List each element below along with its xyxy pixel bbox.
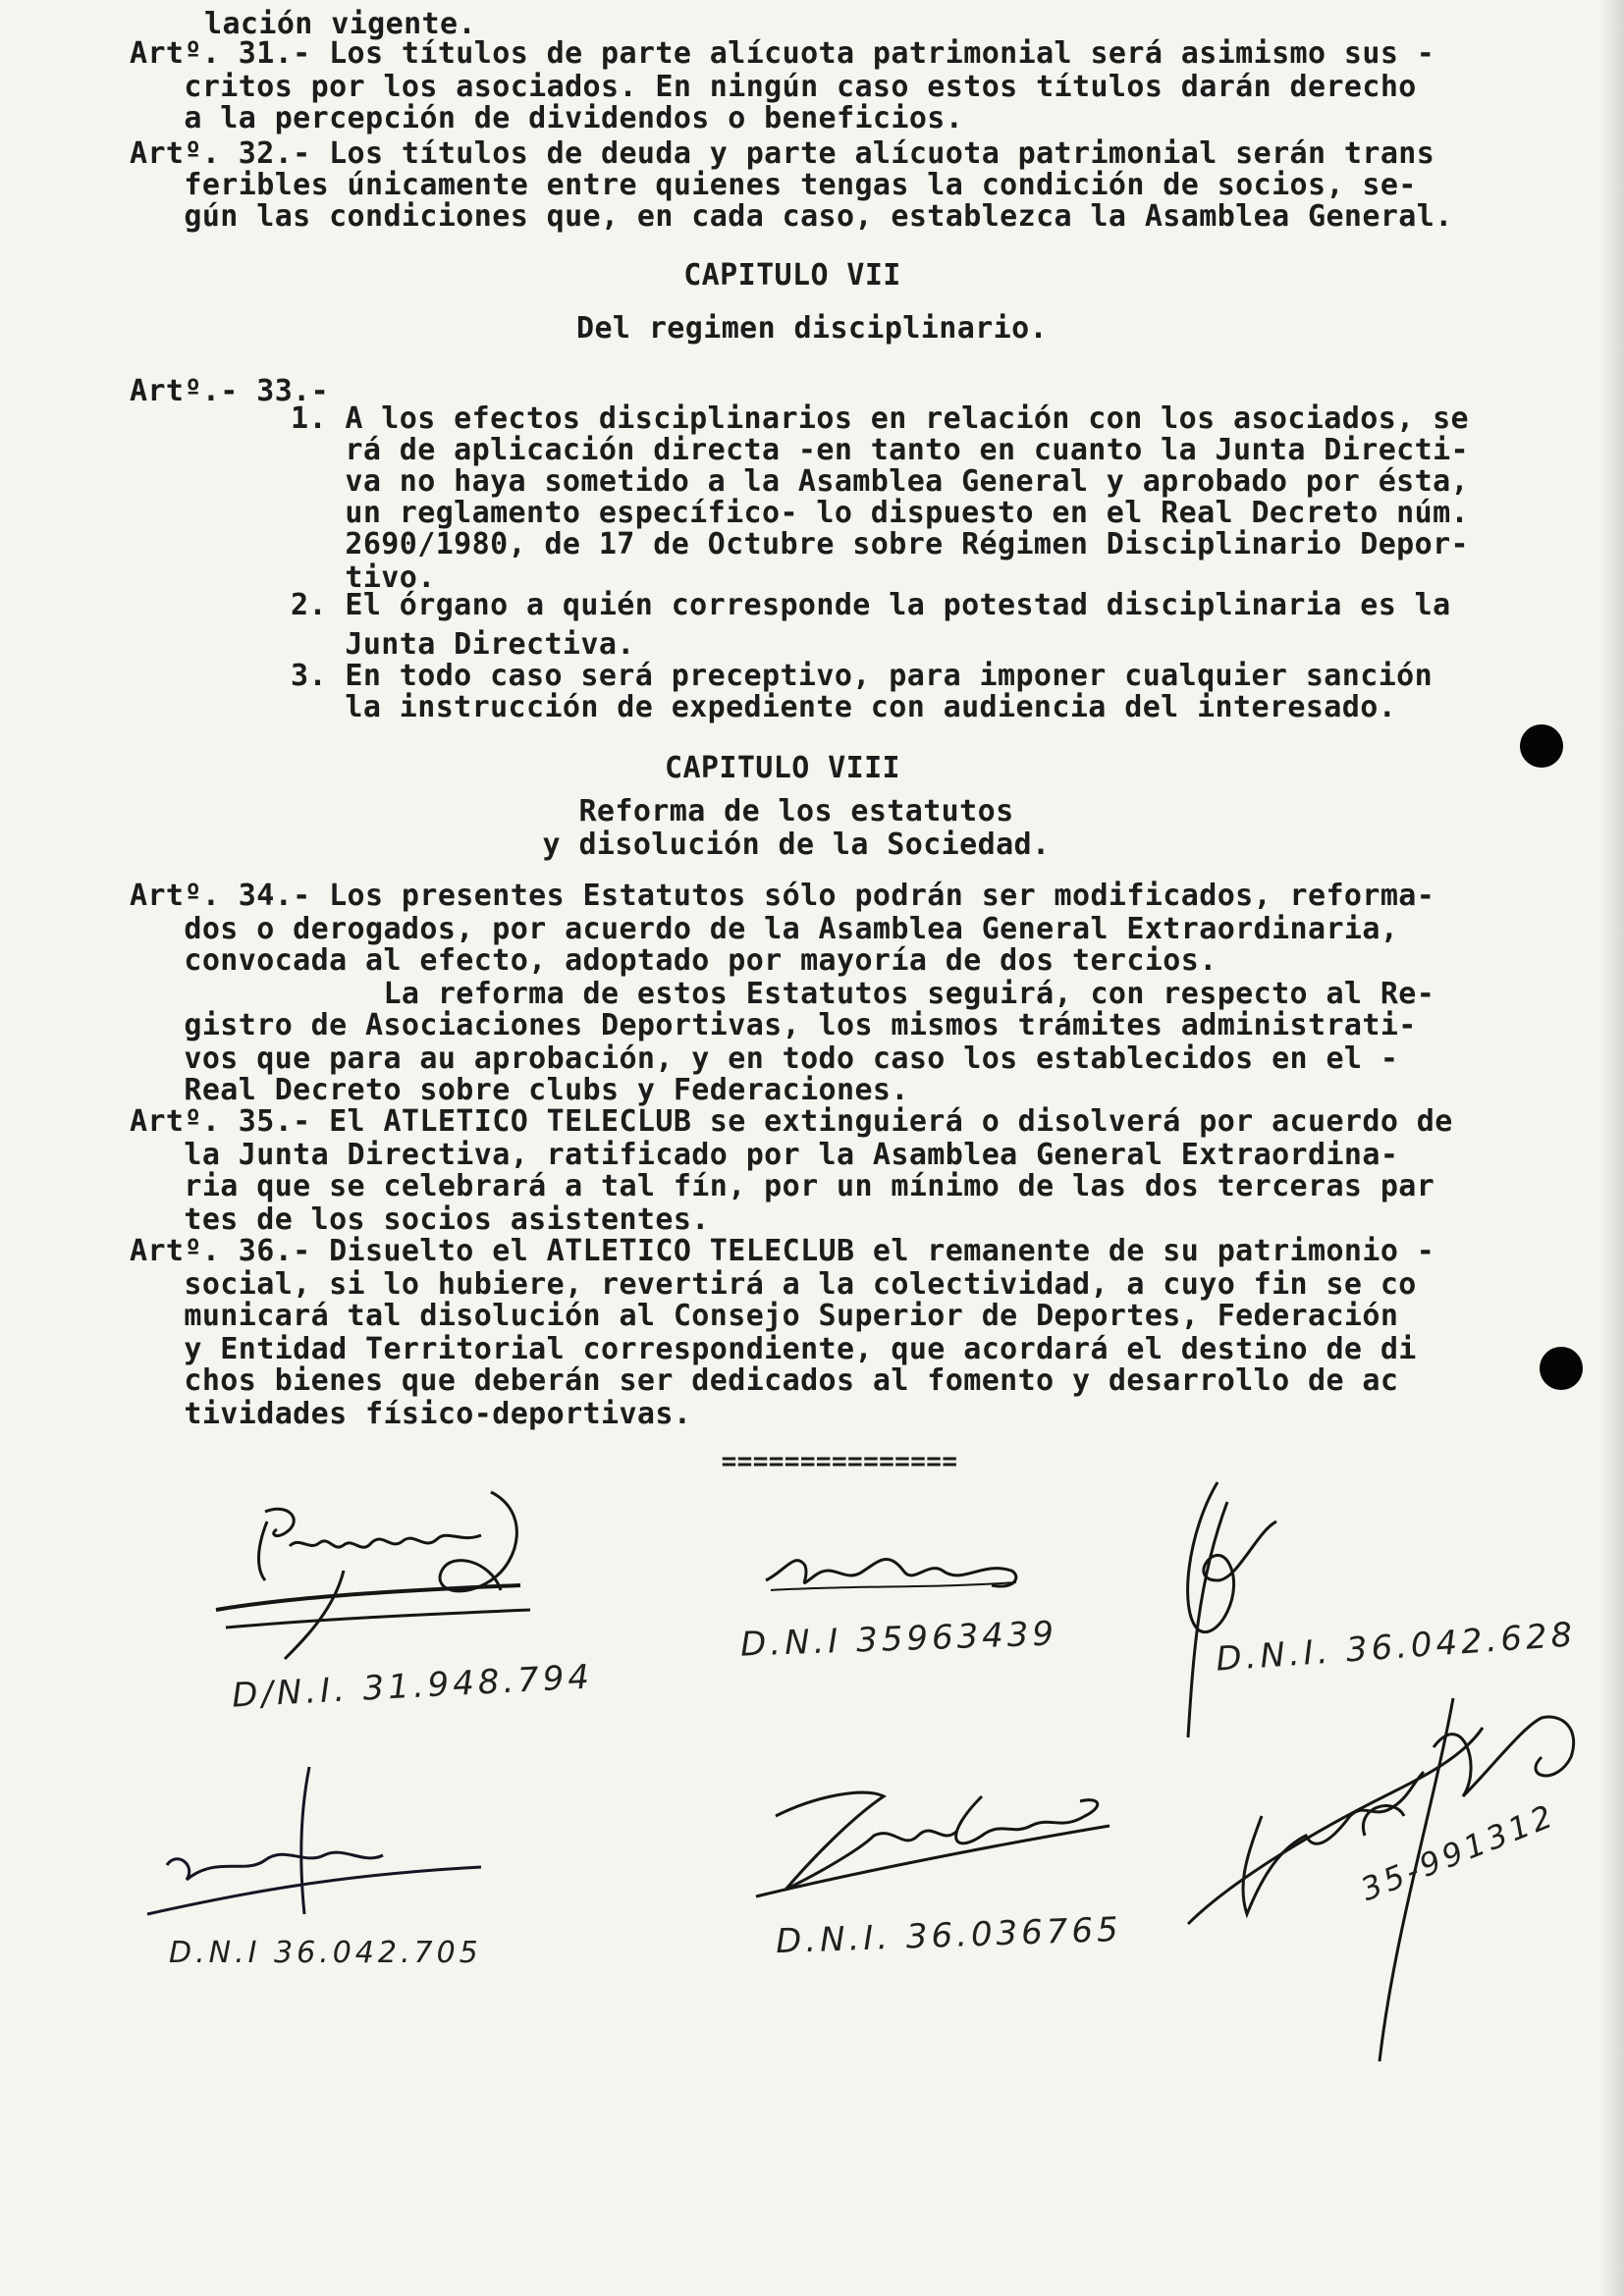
text-line: y Entidad Territorial correspondiente, que acordará el destino de di: [130, 1332, 1417, 1366]
text-line: La reforma de estos Estatutos seguirá, con respecto al Re-: [130, 977, 1435, 1011]
text-line: la Junta Directiva, ratificado por la Asamblea General Extraordina-: [130, 1138, 1399, 1172]
text-line: Real Decreto sobre clubs y Federaciones.: [130, 1073, 909, 1107]
dni-text: D.N.I 36.042.705: [169, 1936, 482, 1970]
text-line: Junta Directiva.: [291, 627, 635, 662]
text-line: 2690/1980, de 17 de Octubre sobre Régimen Disciplinario Depor-: [291, 527, 1469, 561]
text-line: tivo.: [291, 561, 436, 595]
text-line: gistro de Asociaciones Deportivas, los mismos trámites administrati-: [130, 1008, 1417, 1042]
text-line: va no haya sometido a la Asamblea General y aprobado por ésta,: [291, 464, 1469, 499]
text-line: 2. El órgano a quién corresponde la potestad disciplinaria es la: [291, 588, 1451, 622]
text-line: 1. A los efectos disciplinarios en relación con los asociados, se: [291, 401, 1469, 436]
text-line: un reglamento específico- lo dispuesto en el Real Decreto núm.: [291, 496, 1469, 530]
signature-jose: [756, 1531, 1031, 1610]
punch-hole: [1540, 1347, 1583, 1390]
text-line: Artº. 34.- Los presentes Estatutos sólo podrán ser modificados, reforma-: [130, 879, 1435, 913]
separator: ===============: [721, 1447, 958, 1476]
chapter-title: CAPITULO VIII: [665, 751, 900, 785]
text-line: chos bienes que deberán ser dedicados al fomento y desarrollo de ac: [130, 1363, 1399, 1398]
chapter-subtitle: y disolución de la Sociedad.: [542, 828, 1051, 862]
text-line: critos por los asociados. En ningún caso estos títulos darán derecho: [130, 70, 1417, 104]
dni-text: D.N.I. 36.042.628: [1215, 1615, 1578, 1680]
text-line: ria que se celebrará a tal fín, por un mínimo de las dos terceras par: [130, 1169, 1435, 1203]
dni-text: 35-991312: [1355, 1795, 1561, 1909]
text-line: vos que para au aprobación, y en todo caso los establecidos en el -: [130, 1041, 1399, 1076]
text-line: municará tal disolución al Consejo Superior de Deportes, Federación: [130, 1299, 1399, 1333]
text-line: dos o derogados, por acuerdo de la Asamblea General Extraordinaria,: [130, 912, 1399, 946]
text-line: tes de los socios asistentes.: [130, 1202, 710, 1237]
punch-hole: [1520, 724, 1563, 768]
signature-fourth: [137, 1757, 491, 1934]
text-line: gún las condiciones que, en cada caso, establezca la Asamblea General.: [130, 199, 1453, 234]
dni-text: D.N.I. 36.036765: [775, 1909, 1123, 1962]
signature-javier: [746, 1757, 1119, 1904]
article-heading: Artº.- 33.-: [130, 374, 330, 408]
chapter-title: CAPITULO VII: [683, 258, 901, 293]
text-line: 3. En todo caso será preceptivo, para imponer cualquier sanción: [291, 659, 1434, 693]
text-line: lación vigente.: [204, 7, 476, 41]
text-line: rá de aplicación directa -en tanto en cuanto la Junta Directi-: [291, 433, 1469, 467]
text-line: tividades físico-deportivas.: [130, 1397, 692, 1431]
text-line: social, si lo hubiere, revertirá a la colectividad, a cuyo fin se co: [130, 1267, 1417, 1302]
text-line: feribles únicamente entre quienes tengas la condición de socios, se-: [130, 168, 1417, 202]
signature-president: [196, 1472, 569, 1669]
text-line: Artº. 35.- El ATLETICO TELECLUB se extinguierá o disolverá por acuerdo de: [130, 1104, 1453, 1139]
text-line: Artº. 31.- Los títulos de parte alícuota patrimonial será asimismo sus -: [130, 36, 1435, 71]
chapter-subtitle: Del regimen disciplinario.: [576, 311, 1048, 346]
text-line: Artº. 32.- Los títulos de deuda y parte alícuota patrimonial serán trans: [130, 136, 1435, 171]
text-line: convocada al efecto, adoptado por mayoría de dos tercios.: [130, 943, 1218, 978]
text-line: Artº. 36.- Disuelto el ATLETICO TELECLUB el remanente de su patrimonio -: [130, 1234, 1435, 1268]
text-line: a la percepción de dividendos o beneficios.: [130, 101, 964, 135]
dni-text: D/N.I. 31.948.794: [231, 1657, 594, 1716]
dni-text: D.N.I 35963439: [739, 1614, 1058, 1665]
text-line: la instrucción de expediente con audiencia del interesado.: [291, 690, 1397, 724]
chapter-subtitle: Reforma de los estatutos: [578, 794, 1014, 828]
